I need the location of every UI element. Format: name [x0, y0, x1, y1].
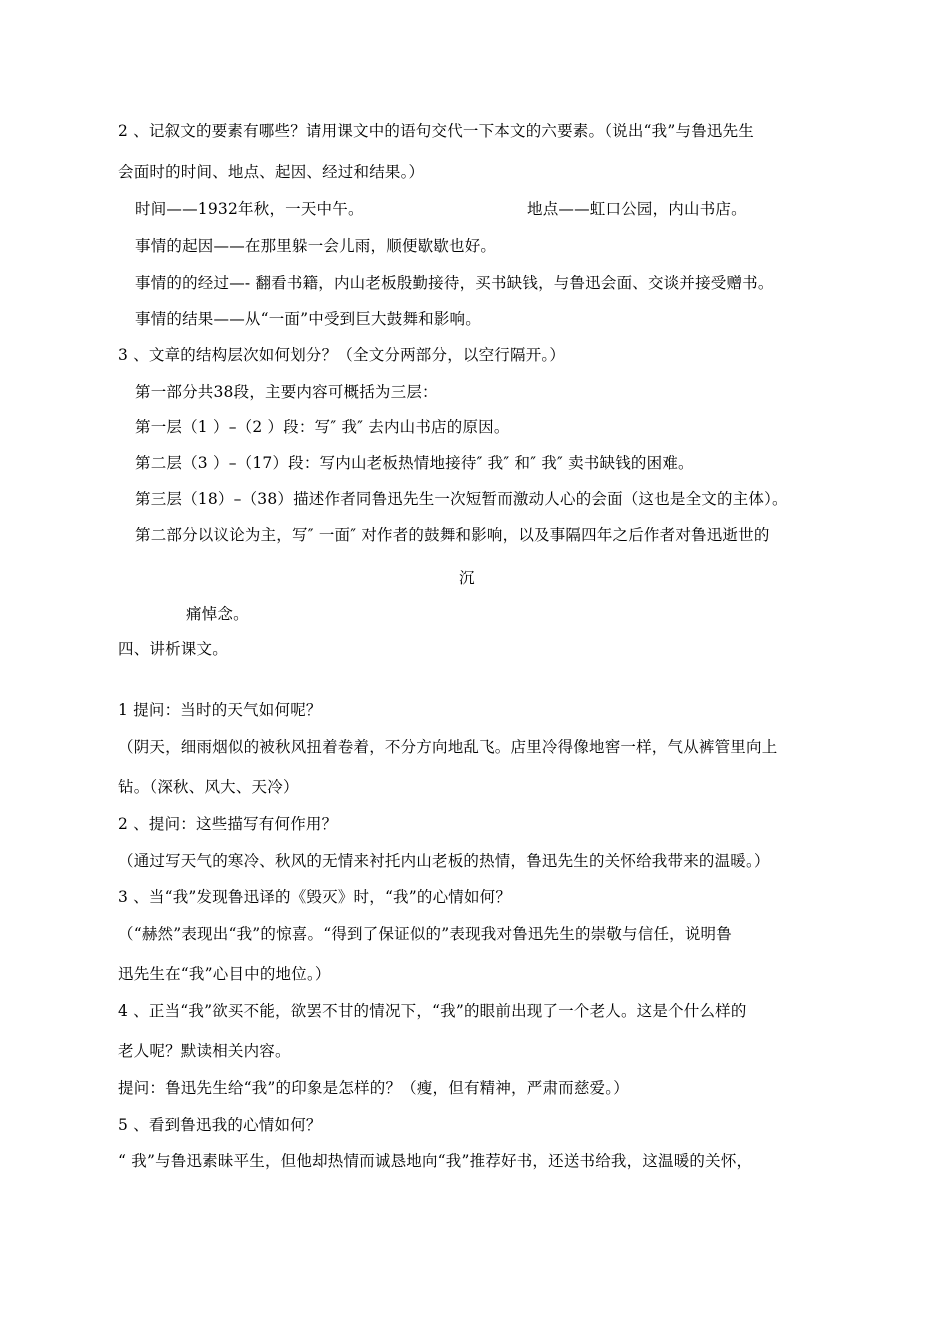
element-place: 地点——虹口公园，内山书店。 [527, 200, 747, 218]
analysis-q1: 1 提问：当时的天气如何呢？ [118, 701, 322, 719]
element-time: 时间——1932年秋，一天中午。 [135, 200, 364, 218]
element-result: 事情的结果——从“一面”中受到巨大鼓舞和影响。 [135, 310, 481, 328]
element-cause: 事情的起因——在那里躲一会儿雨，顺便歇歇也好。 [135, 237, 497, 255]
question-2-line-1: 2 、记叙文的要素有哪些？请用课文中的语句交代一下本文的六要素。（说出“我”与鲁迅先生 [118, 122, 754, 140]
layer-3: 第三层（18）–（38）描述作者同鲁迅先生一次短暂而激动人心的会面（这也是全文的主体）。 [135, 490, 788, 508]
part-2-line-3: 痛悼念。 [186, 605, 249, 623]
analysis-q3: 3 、当“我”发现鲁迅译的《毁灭》时，“我”的心情如何？ [118, 888, 512, 906]
analysis-q4-prompt: 提问：鲁迅先生给“我”的印象是怎样的？（瘦，但有精神，严肃而慈爱。） [118, 1079, 629, 1097]
analysis-q5: 5 、看到鲁迅我的心情如何？ [118, 1116, 322, 1134]
layer-1: 第一层（1 ）–（2 ）段：写″ 我″ 去内山书店的原因。 [135, 418, 510, 436]
part-2-line-1: 第二部分以议论为主，写″ 一面″ 对作者的鼓舞和影响，以及事隔四年之后作者对鲁迅逝世的 [135, 526, 770, 544]
analysis-q4-line-2: 老人呢？默读相关内容。 [118, 1042, 291, 1060]
part-1-summary: 第一部分共38段，主要内容可概括为三层： [135, 383, 438, 401]
analysis-q4-line-1: 4 、正当“我”欲买不能，欲罢不甘的情况下，“我”的眼前出现了一个老人。这是个什么样的 [118, 1002, 747, 1020]
analysis-a1-line-1: （阴天，细雨烟似的被秋风扭着卷着，不分方向地乱飞。店里冷得像地窖一样，气从裤管里向上 [118, 738, 778, 756]
section-4-heading: 四、讲析课文。 [118, 640, 228, 658]
analysis-a2: （通过写天气的寒冷、秋风的无情来衬托内山老板的热情，鲁迅先生的关怀给我带来的温暖。） [118, 852, 770, 870]
question-2-line-2: 会面时的时间、地点、起因、经过和结果。） [118, 163, 425, 181]
analysis-q2: 2 、提问：这些描写有何作用？ [118, 815, 338, 833]
analysis-a5-line-1: “ 我”与鲁迅素昧平生，但他却热情而诚恳地向“我”推荐好书，还送书给我，这温暖的关怀， [118, 1152, 753, 1170]
analysis-a3-line-1: （“赫然”表现出“我”的惊喜。“得到了保证似的”表现我对鲁迅先生的崇敬与信任，说明鲁 [118, 925, 732, 943]
analysis-a3-line-2: 迅先生在“我”心目中的地位。） [118, 965, 331, 983]
part-2-line-2: 沉 [459, 569, 475, 587]
analysis-a1-line-2: 钻。（深秋、风大、天冷） [118, 778, 299, 796]
question-3: 3 、文章的结构层次如何划分？（全文分两部分，以空行隔开。） [118, 346, 566, 364]
layer-2: 第二层（3 ）–（17）段：写内山老板热情地接待″ 我″ 和″ 我″ 卖书缺钱的困难。 [135, 454, 694, 472]
element-process: 事情的的经过—- 翻看书籍，内山老板殷勤接待，买书缺钱，与鲁迅会面、交谈并接受赠书。 [135, 274, 774, 292]
